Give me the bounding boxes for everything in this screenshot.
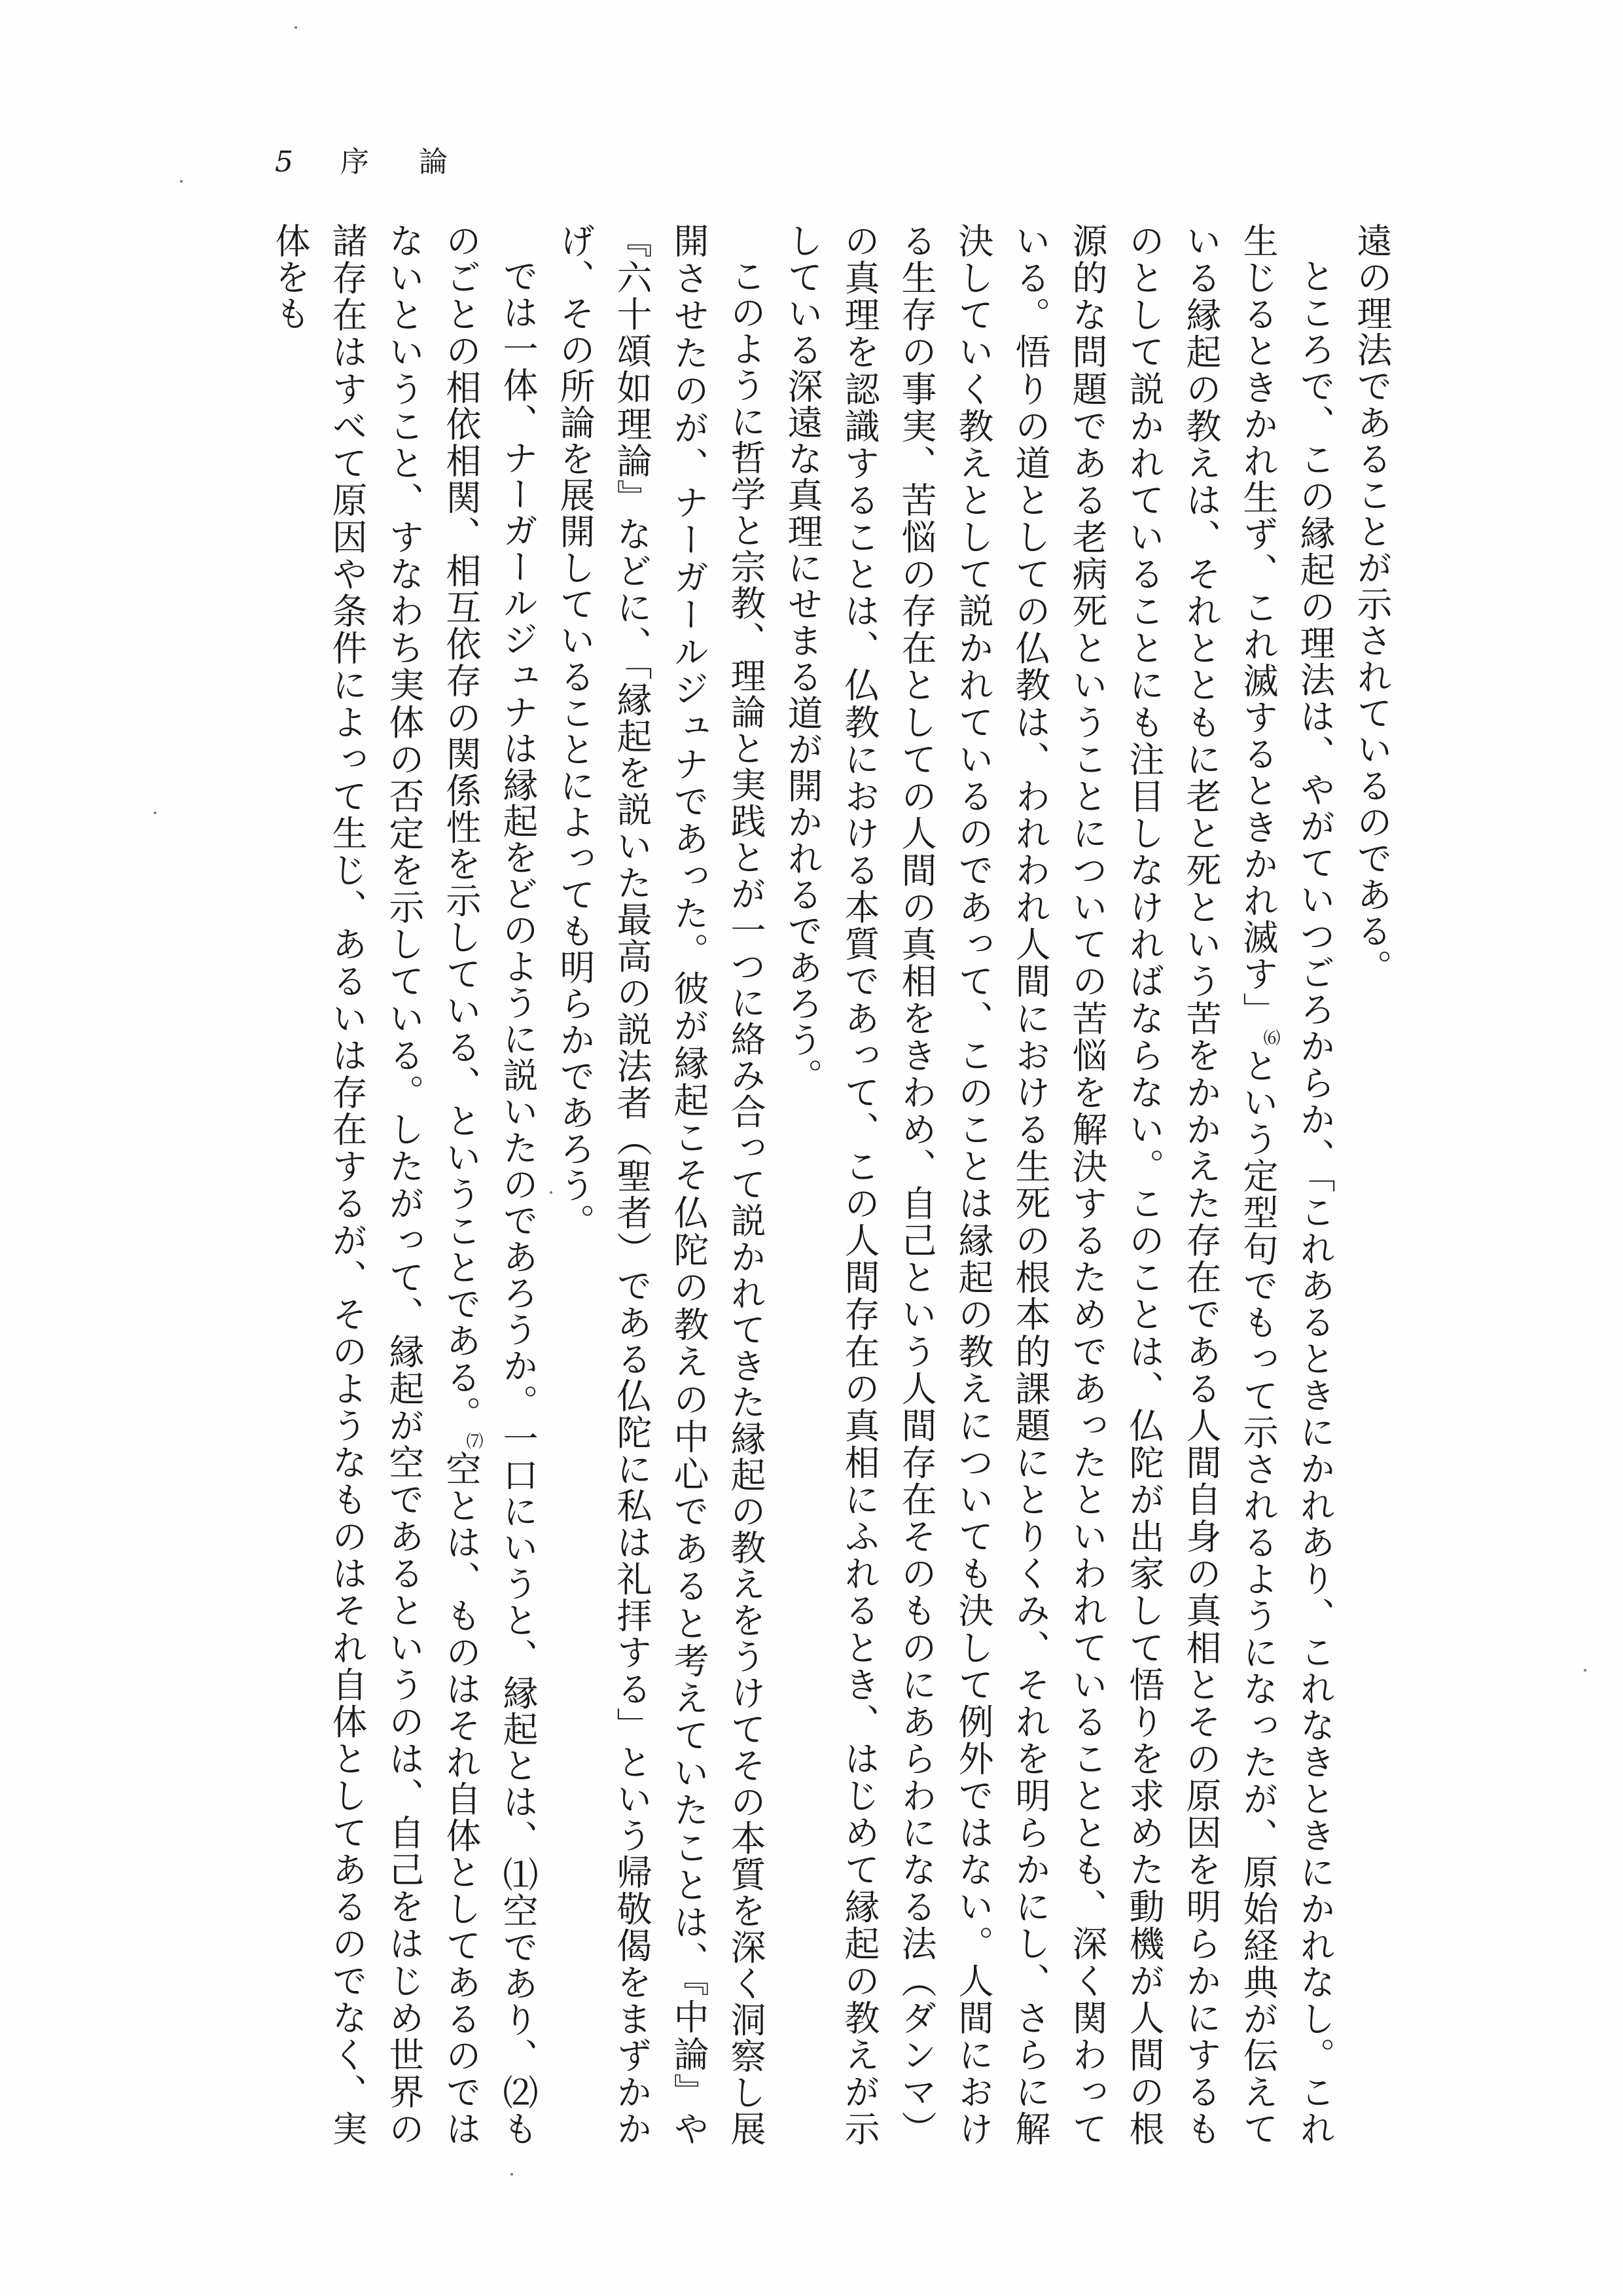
paragraph-3: [546, 223, 774, 2147]
vertical-body-text: [262, 223, 1400, 2147]
scan-speck: [550, 1191, 552, 1194]
paragraph-text-continued: という定型句でもって示されるようになったが、原始経典が伝えている縁起の教えは、それとともに老と死という苦をかかえた存在である人間自身の真相とその原因を明らかにするものとして説かれていることにも注目しなければならない。このことは、仏陀が出家して悟りを求めた動機が人間の根源的な問題である老病死ということについての苦悩を解決するためであったといわれていることとも、深く関わっている。悟りの道としての仏教は、われわれ人間における生死の根本的課題にとりくみ、それを明らかにし、さらに解決していく教えとして説かれているのであって、このことは縁起の教えについても決して例外ではない。人間における生存の事実、苦悩の存在としての人間の真相をきわめ、自己という人間存在そのものにあらわになる法（ダンマ）の真理を認識することは、仏教における本質であって、この人間存在の真相にふれるとき、はじめて縁起の教えが示している深遠な真理にせまる道が開かれるであろう。: [782, 223, 1279, 2147]
scan-speck: [294, 26, 297, 29]
paragraph-1: [1344, 223, 1400, 2147]
scan-speck: [510, 2173, 513, 2176]
paragraph-text: ところで、この縁起の理法は、やがていつごろからか、「これあるときにかれあり、これなきときにかれなし。これ生じるときかれ生ず、これ滅するときかれ滅す」: [1238, 223, 1336, 2147]
chapter-title-char-2: 論: [419, 145, 448, 179]
scan-speck: [154, 812, 156, 814]
page-number: 5: [275, 145, 293, 179]
scan-speck: [1584, 1669, 1586, 1672]
running-header: [275, 143, 471, 182]
paragraph-text-continued: 空とは、ものはそれ自体としてあるのではないということ、すなわち実体の否定を示している。したがって、縁起が空であるというのは、自己をはじめ世界の諸存在はすべて原因や条件によって生じ、あるいは存在するが、そのようなものはそれ自体としてあるのでなく、実体をも: [270, 223, 482, 2147]
footnote-marker: ⑺: [463, 1432, 483, 1451]
paragraph-text: このように哲学と宗教、理論と実践とが一つに絡み合って説かれてきた縁起の教えをうけてその本質を深く洞察し展開させたのが、ナーガールジュナであった。彼が縁起こそ仏陀の教えの中心であると考えていたことは、『中論』や『六十頌如理論』などに、「縁起を説いた最高の説法者（聖者）である仏陀に私は礼拝する」という帰敬偈をまずかかげ、その所論を展開していることによっても明らかであろう。: [554, 223, 766, 2147]
paragraph-2: [774, 223, 1344, 2147]
paragraph-4: [262, 223, 546, 2147]
chapter-title-char-1: 序: [340, 145, 369, 179]
scan-speck: [180, 180, 183, 183]
paragraph-text: 遠の理法であることが示されているのである。: [1351, 223, 1393, 986]
paragraph-text: では一体、ナーガールジュナは縁起をどのように説いたのであろうか。一口にいうと、縁起とは、⑴空であり、⑵ものごとの相依相関、相互依存の関係性を示している、ということである。: [440, 223, 539, 2147]
footnote-marker: ⑹: [1260, 1029, 1280, 1048]
